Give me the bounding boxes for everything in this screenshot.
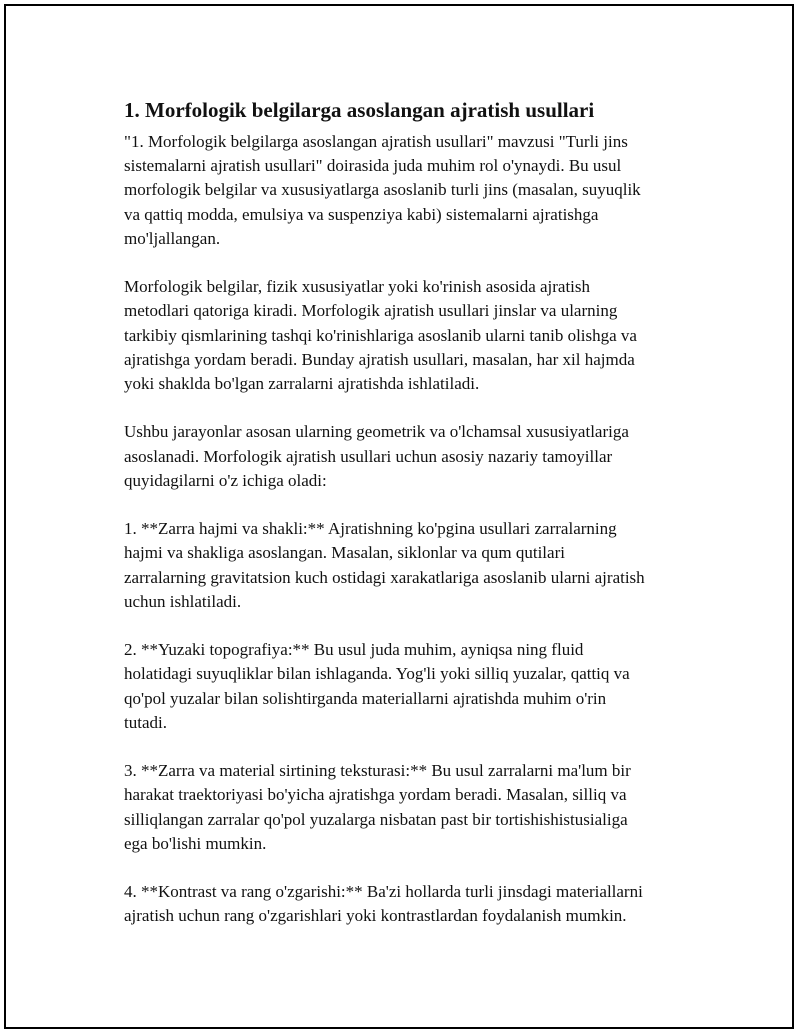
text-line: va qattiq modda, emulsiya va suspenziya kabi) sistemalarni ajratishga (124, 204, 599, 224)
list-item-surface-topography (124, 638, 704, 735)
text-line: sistemalarni ajratish usullari" doirasida juda muhim rol o'ynaydi. Bu usul (124, 156, 622, 176)
text-line: 1. **Zarra hajmi va shakli:** Ajratishning ko'pgina usullari zarralarning (124, 519, 617, 539)
paragraph-principles (124, 420, 704, 493)
text-line: yoki shaklda bo'lgan zarralarni ajratishda ishlatiladi. (124, 374, 480, 394)
text-line: 4. **Kontrast va rang o'zgarishi:** Ba'zi hollarda turli jinsdagi materiallarni (124, 882, 643, 902)
text-line: Morfologik belgilar, fizik xususiyatlar yoki ko'rinish asosida ajratish (124, 277, 591, 297)
text-line: ajratishga yordam beradi. Bunday ajratish usullari, masalan, har xil hajmda (124, 349, 635, 369)
text-line: tutadi. (124, 712, 167, 732)
text-line: 3. **Zarra va material sirtining teksturasi:** Bu usul zarralarni ma'lum bir (124, 761, 631, 781)
text-line: uchun ishlatiladi. (124, 591, 242, 611)
page-frame (4, 4, 794, 1029)
text-line: metodlari qatoriga kiradi. Morfologik ajratish usullari jinslar va ularning (124, 301, 618, 321)
document-body (124, 96, 704, 929)
text-line: quyidagilarni o'z ichiga oladi: (124, 470, 327, 490)
text-line: "1. Morfologik belgilarga asoslangan ajratish usullari" mavzusi "Turli jins (124, 132, 628, 151)
text-line: morfologik belgilar va xususiyatlarga asoslanib turli jins (masalan, suyuqlik (124, 180, 641, 200)
text-line: mo'ljallangan. (124, 228, 221, 248)
list-item-particle-size (124, 517, 704, 614)
text-line: Ushbu jarayonlar asosan ularning geometrik va o'lchamsal xususiyatlariga (124, 422, 629, 442)
text-line: hajmi va shakliga asoslangan. Masalan, siklonlar va qum qutilari (124, 543, 565, 563)
text-line: holatidagi suyuqliklar bilan ishlaganda. Yog'li yoki silliq yuzalar, qattiq va (124, 664, 630, 684)
page-title: 1. Morfologik belgilarga asoslangan ajratish usullari (124, 98, 595, 122)
text-line: qo'pol yuzalar bilan solishtirganda materiallarni ajratishda muhim o'rin (124, 688, 607, 708)
text-line: harakat traektoriyasi bo'yicha ajratishga yordam beradi. Masalan, silliq va (124, 785, 627, 805)
paragraph-intro (124, 130, 704, 251)
text-line: 2. **Yuzaki topografiya:** Bu usul juda muhim, ayniqsa ning fluid (124, 640, 584, 660)
text-line: silliqlangan zarralar qo'pol yuzalarga nisbatan past bir tortishishistusialiga (124, 809, 628, 829)
text-line: tarkibiy qismlarining tashqi ko'rinishlariga asoslanib ularni tanib olishga va (124, 325, 637, 345)
list-item-contrast-color (124, 880, 704, 928)
text-line: asoslanadi. Morfologik ajratish usullari uchun asosiy nazariy tamoyillar (124, 446, 613, 466)
text-line: ajratish uchun rang o'zgarishlari yoki kontrastlardan foydalanish mumkin. (124, 906, 627, 926)
text-line: zarralarning gravitatsion kuch ostidagi xarakatlariga asoslanib ularni ajratish (124, 567, 645, 587)
paragraph-morphological-features (124, 275, 704, 396)
list-item-surface-texture (124, 759, 704, 856)
text-line: ega bo'lishi mumkin. (124, 833, 267, 853)
